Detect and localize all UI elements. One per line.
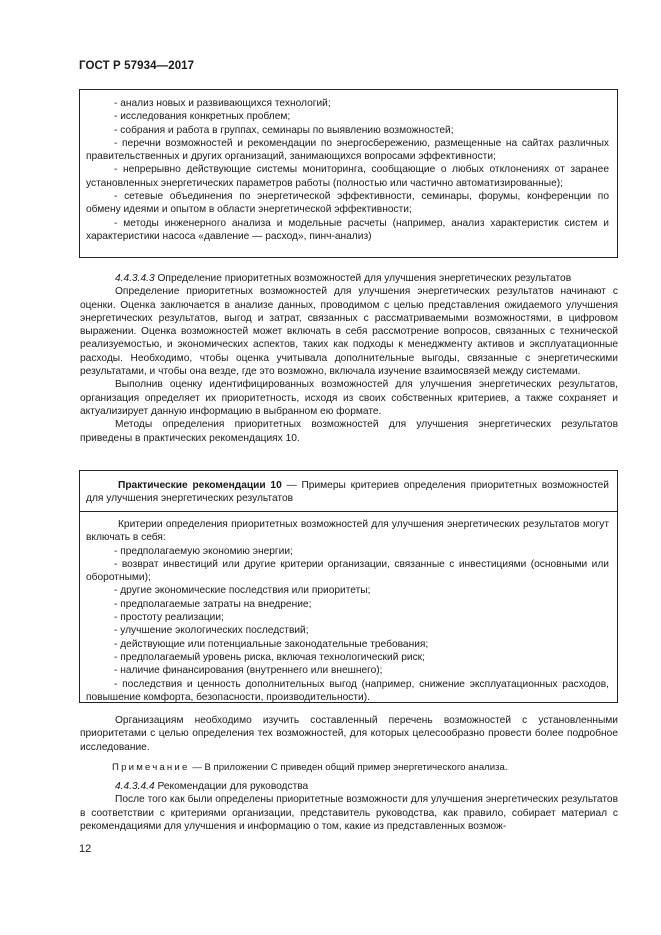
- recommendation-title-divider: [79, 511, 618, 512]
- list-item: - сетевые объединения по энергетической эффективности, семинары, форумы, конференции по обмену идеями и опытом в области энергетической эффективности;: [86, 191, 609, 216]
- recommendation-title-rest: — Примеры критериев определения приоритетных возможностей для улучшения энергетических результатов: [86, 480, 609, 505]
- recommendation-title: [86, 479, 609, 506]
- after-box-paragraph: [80, 714, 618, 754]
- list-item: - методы инженерного анализа и модельные расчеты (например, анализ характеристик систем и характеристики насоса «давление — расход», пинч-анализ): [86, 217, 609, 242]
- criteria-item: - предполагаемую экономию энергии;: [114, 545, 293, 557]
- criteria-item: - возврат инвестиций или другие критерии организации, связанные с инвестициями (основными или оборотными);: [86, 558, 609, 584]
- list-item: - собрания и работа в группах, семинары по выявлению возможностей;: [114, 124, 454, 136]
- note: [80, 761, 618, 774]
- section-4-4-3-4-3: [80, 272, 618, 445]
- criteria-item: - последствия и ценность дополнительных выгод (например, снижение эксплуатационных расходов, повышение комфорта, безопасности, производительности).: [86, 678, 609, 703]
- criteria-item: - действующие или потенциальные законодательные требования;: [114, 638, 429, 650]
- paragraph: Определение приоритетных возможностей для улучшения энергетических результатов начинают с оценки. Оценка заключается в анализе данных, проводимом с целью представления ожидаемого улучшения энергетических результатов, выгод и затрат, связанных с рассматриваемыми возможностями, в цифровом выражении. Оценка возможностей может включать в себя рассмотрение вопросов, связанных с технической реализуемостью, и экономических аспектов, таких как подходы к менеджменту активов и эксплуатационные расходы. Необходимо, чтобы оценка учитывала дополнительные выгоды, связанные с энергетическими результатами, и чтобы она везде, где это возможно, включала изучение взаимосвязей между системами.: [80, 286, 618, 378]
- recommendation-title-bold: Практические рекомендации 10: [118, 480, 282, 491]
- page-number: 12: [79, 843, 92, 855]
- criteria-item: - другие экономические последствия или приоритеты;: [114, 585, 371, 597]
- list-item: - исследования конкретных проблем;: [114, 111, 291, 123]
- section-number: 4.4.3.4.4: [115, 781, 155, 792]
- recommendation-intro: Критерии определения приоритетных возможностей для улучшения энергетических результатов могут включать в себя:: [86, 519, 609, 544]
- document-header: ГОСТ Р 57934—2017: [79, 60, 195, 72]
- criteria-item: - предполагаемые затраты на внедрение;: [114, 598, 312, 610]
- recommendation-body: [86, 518, 609, 704]
- section-heading: [80, 780, 618, 793]
- section-title: Определение приоритетных возможностей для улучшения энергетических результатов: [157, 273, 572, 284]
- section-heading: [80, 272, 618, 285]
- section-title: Рекомендации для руководства: [157, 781, 309, 792]
- note-label: Примечание: [112, 762, 190, 773]
- criteria-item: - улучшение экологических последствий;: [114, 625, 309, 637]
- criteria-item: - простоту реализации;: [114, 612, 224, 624]
- paragraph: После того как были определены приоритетные возможности для улучшения энергетических результатов в соответствии с критериями организации, представитель руководства, как правило, собирает материал с рекомендациями для улучшения и информацию о том, какие из представленных возмож-: [80, 794, 618, 832]
- list-item: - перечни возможностей и рекомендации по энергосбережению, размещенные на сайтах различных правительственных и других организаций, занимающихся вопросами эффективности;: [86, 137, 609, 163]
- methods-list: [86, 97, 609, 243]
- section-4-4-3-4-4: [80, 780, 618, 833]
- list-item: - непрерывно действующие системы мониторинга, сообщающие о любых отклонениях от заранее установленных энергетических параметров работы (полностью или частично автоматизированные);: [86, 164, 609, 189]
- criteria-item: - предполагаемый уровень риска, включая технологический риск;: [114, 651, 425, 663]
- paragraph: Организациям необходимо изучить составленный перечень возможностей с установленными приоритетами с целью определения тех возможностей, для которых целесообразно провести более подробное исследование.: [80, 715, 618, 753]
- paragraph: Выполнив оценку идентифицированных возможностей для улучшения энергетических результатов, организация определяет их приоритетность, исходя из своих собственных критериев, а также сохраняет и актуализирует данную информацию в выбранном ею формате.: [80, 379, 618, 417]
- list-item: - анализ новых и развивающихся технологий;: [114, 98, 331, 109]
- section-number: 4.4.3.4.3: [115, 273, 155, 284]
- paragraph: Методы определения приоритетных возможностей для улучшения энергетических результатов приведены в практических рекомендациях 10.: [80, 419, 618, 444]
- criteria-item: - наличие финансирования (внутреннего или внешнего);: [114, 665, 383, 677]
- note-text: — В приложении С приведен общий пример энергетического анализа.: [189, 762, 508, 773]
